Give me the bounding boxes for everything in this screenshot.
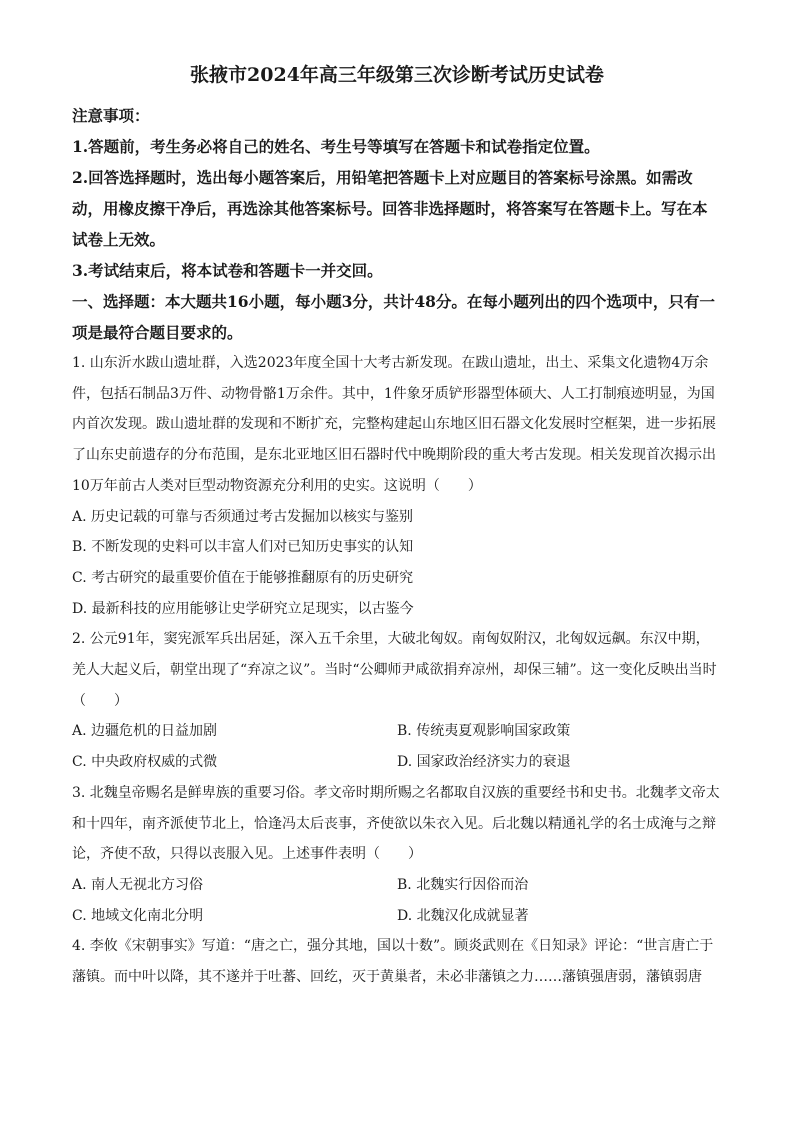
option-c: C. 考古研究的最重要价值在于能够推翻原有的历史研究 — [72, 569, 414, 586]
section-heading: 一、选择题：本大题共16小题，每小题3分，共计48分。在每小题列出的四个选项中，只有一项是最符合题目要求的。 — [72, 292, 715, 342]
option-d: D. 国家政治经济实力的衰退 — [397, 754, 571, 771]
options-row — [72, 716, 722, 747]
option-b: B. 不断发现的史料可以丰富人们对已知历史事实的认知 — [72, 539, 414, 556]
option-b: B. 传统夷夏观影响国家政策 — [397, 723, 571, 740]
question-stem: 2. 公元91年，窦宪派军兵出居延，深入五千余里，大破北匈奴。南匈奴附汉，北匈奴远飙。东汉中期，羌人大起义后，朝堂出现了“弃凉之议”。当时“公卿师尹咸欲捐弃凉州，却保三辅”。这一变化反映出当时（ ） — [72, 631, 717, 709]
option-a: A. 历史记载的可靠与否须通过考古发掘加以核实与鉴别 — [72, 508, 414, 525]
option-c: C. 地域文化南北分明 — [72, 907, 204, 924]
option-d: D. 最新科技的应用能够让史学研究立足现实，以古鉴今 — [72, 600, 414, 617]
question-stem: 4. 李攸《宋朝事实》写道：“唐之亡，强分其地，国以十数”。顾炎武则在《日知录》评论：“世言唐亡于藩镇。而中叶以降，其不遂并于吐蕃、回纥，灭于黄巢者，未必非藩镇之力……藩镇强唐弱，藩镇弱唐 — [72, 938, 714, 986]
options-row — [72, 747, 722, 778]
option-d: D. 北魏汉化成就显著 — [397, 907, 529, 924]
options-row — [72, 901, 722, 932]
option-a: A. 南人无视北方习俗 — [72, 876, 204, 893]
option-c: C. 中央政府权威的式微 — [72, 754, 218, 771]
notice-item: 2.回答选择题时，选出每小题答案后，用铅笔把答题卡上对应题目的答案标号涂黑。如需改动，用橡皮擦干净后，再选涂其他答案标号。回答非选择题时，将答案写在答题卡上。写在本试卷上无效。 — [72, 168, 708, 249]
page-title: 张掖市2024年高三年级第三次诊断考试历史试卷 — [190, 64, 604, 86]
options-row — [72, 870, 722, 901]
option-b: B. 北魏实行因俗而治 — [397, 876, 529, 893]
notice-heading: 注意事项： — [72, 106, 150, 125]
question-stem: 3. 北魏皇帝赐名是鲜卑族的重要习俗。孝文帝时期所赐之名都取自汉族的重要经书和史书。北魏孝文帝太和十四年，南齐派使节北上，恰逢冯太后丧事，齐使欲以朱衣入见。后北魏以精通礼学的名士成淹与之辩论，齐使不敌，只得以丧服入见。上述事件表明（ ） — [72, 784, 720, 863]
notice-item: 3.考试结束后，将本试卷和答题卡一并交回。 — [72, 261, 383, 280]
option-a: A. 边疆危机的日益加剧 — [72, 723, 218, 740]
exam-page — [72, 62, 722, 993]
question-stem: 1. 山东沂水跋山遗址群，入选2023年度全国十大考古新发现。在跋山遗址，出土、采集文化遗物4万余件，包括石制品3万件、动物骨骼1万余件。其中，1件象牙质铲形器型体硕大、人工打制痕迹明显，为国内首次发现。跋山遗址群的发现和不断扩充，完整构建起山东地区旧石器文化发展时空框架，进一步拓展了山东史前遗存的分布范围，是东北亚地区旧石器时代中晚期阶段的重大考古发现。相关发现首次揭示出10万年前古人类对巨型动物资源充分利用的史实。这说明（ ） — [72, 355, 716, 494]
notice-item: 1.答题前，考生务必将自己的姓名、考生号等填写在答题卡和试卷指定位置。 — [72, 137, 600, 156]
